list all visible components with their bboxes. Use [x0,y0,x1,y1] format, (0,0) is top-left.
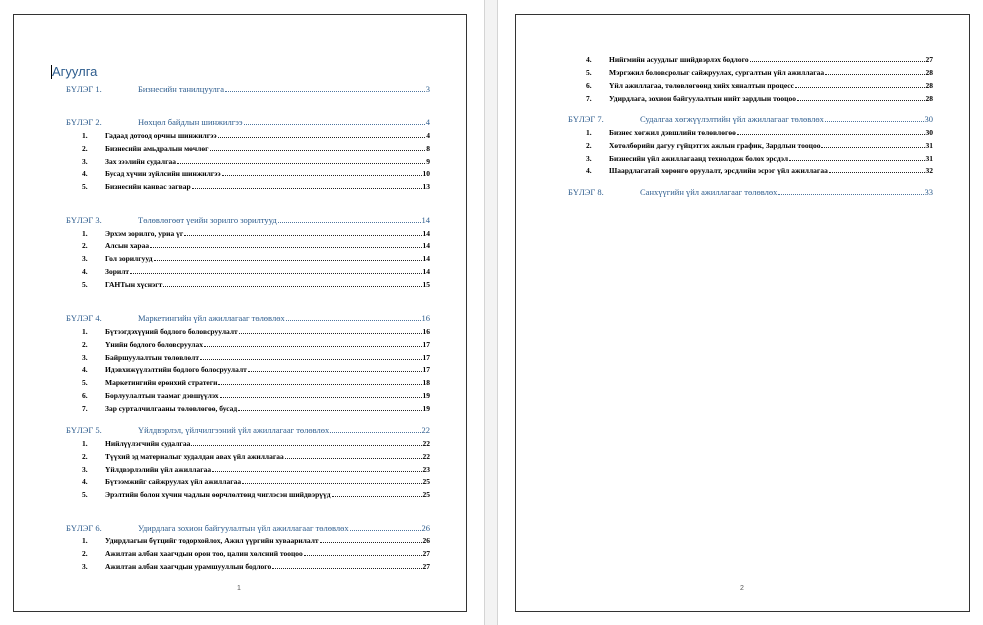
toc-dot-leader [330,425,420,433]
toc-entry-text: Ажилтан албан хаагчдын урамшууллын бодлого [105,562,272,571]
page-number: 1 [237,585,241,592]
toc-dot-leader [177,156,425,164]
toc-entry-number: 5. [82,378,88,387]
toc-dot-leader [332,489,422,497]
toc-dot-leader [821,140,924,148]
toc-entry-text: Судалгаа хөгжүүлэлтийн үйл ажиллагааг төлөвлөх [640,114,824,124]
toc-dot-leader [829,165,925,173]
toc-entry-number: 1. [82,131,88,140]
toc-entry-number: 5. [82,490,88,499]
toc-dot-leader [210,143,426,151]
toc-dot-leader [795,80,925,88]
toc-entry-number: 2. [82,340,88,349]
toc-entry-text: Гол зорилгууд [105,254,153,263]
toc-entry-number: 1. [82,229,88,238]
toc-entry-page: 32 [925,166,933,175]
toc-chapter-entry[interactable] [568,187,933,198]
toc-item-entry[interactable] [82,438,430,449]
toc-entry-page: 22 [422,439,430,448]
toc-item-entry[interactable] [82,377,430,388]
toc-entry-page: 10 [422,169,430,178]
toc-entry-page: 28 [925,68,933,77]
toc-entry-page: 22 [422,452,430,461]
toc-entry-text: Бусад хүчин зүйлсийн шинжилгээ [105,169,221,178]
toc-chapter-entry[interactable] [66,215,430,226]
toc-entry-text: Шаардлагатай хөрөнгө оруулалт, эрсдлийн эсрэг үйл ажиллагаа [609,166,828,175]
toc-entry-number: 3. [586,154,592,163]
page-number: 2 [740,585,744,592]
toc-entry-page: 8 [426,144,430,153]
toc-item-entry[interactable] [82,143,430,154]
toc-entry-page: 23 [422,465,430,474]
toc-entry-number: 7. [586,94,592,103]
toc-entry-page: 9 [426,157,430,166]
toc-entry-text: Алсын хараа [105,241,150,250]
toc-entry-number: 2. [82,549,88,558]
toc-dot-leader [797,93,924,101]
page-gap [484,0,498,625]
document-page-1[interactable] [13,14,467,612]
toc-item-entry[interactable] [82,326,430,337]
toc-item-entry[interactable] [82,253,430,264]
toc-dot-leader [304,548,422,556]
toc-entry-page: 26 [421,523,430,533]
toc-entry-page: 17 [422,365,430,374]
toc-entry-page: 30 [924,114,933,124]
toc-entry-text: Гадаад дотоод орчны шинжилгээ [105,131,217,140]
toc-dot-leader [350,523,421,531]
toc-entry-text: Идэвхижүүлэлтийн бодлого болосруулалт [105,365,247,374]
toc-entry-text: Зорилт [105,267,130,276]
toc-entry-text: Зар сурталчилгааны төлөвлөгөө, бусад [105,404,238,413]
toc-item-entry[interactable] [586,127,933,138]
toc-entry-number: 1. [82,327,88,336]
toc-title: Агуулга [52,64,98,79]
toc-entry-text: Бизнесийн танилцуулга [138,84,224,94]
toc-entry-number: 5. [82,280,88,289]
toc-item-entry[interactable] [82,279,430,290]
toc-item-entry[interactable] [82,240,430,251]
toc-item-entry[interactable] [586,67,933,78]
toc-dot-leader [163,279,421,287]
toc-entry-text: Бүтээгдэхүүний бодлого боловсруулалт [105,327,238,336]
toc-entry-text: Байршуулалтын төлөвлөлт [105,353,200,362]
toc-chapter-entry[interactable] [568,114,933,125]
toc-entry-number: 3. [82,254,88,263]
toc-entry-number: 3. [82,157,88,166]
toc-entry-page: 14 [421,215,430,225]
toc-entry-page: 31 [925,154,933,163]
toc-dot-leader [278,215,421,223]
toc-entry-number: 1. [586,128,592,137]
toc-entry-page: 25 [422,477,430,486]
toc-entry-number: БҮЛЭГ 8. [568,187,604,197]
toc-entry-text: Үйлдвэрлэл, үйлчилгээний үйл ажиллагааг төлөвлөх [138,425,330,435]
toc-entry-number: 3. [82,562,88,571]
toc-entry-text: Борлуулалтын таамаг дэвшүүлэх [105,391,219,400]
toc-item-entry[interactable] [82,390,430,401]
toc-entry-page: 17 [422,353,430,362]
toc-entry-page: 16 [422,327,430,336]
toc-entry-text: Үйлдвэрлэлийн үйл ажиллагаа [105,465,212,474]
toc-entry-number: 7. [82,404,88,413]
toc-entry-text: Санхүүгийн үйл ажиллагааг төлөвлөх [640,187,778,197]
toc-entry-text: Үйл ажиллагаа, төлөвлөгөөнд хийх хяналтын процесс [609,81,794,90]
toc-entry-number: 6. [586,81,592,90]
toc-dot-leader [320,535,422,543]
toc-entry-number: 4. [82,477,88,486]
toc-entry-number: 6. [82,391,88,400]
toc-item-entry[interactable] [586,153,933,164]
toc-item-entry[interactable] [586,93,933,104]
toc-entry-number: 2. [82,241,88,250]
toc-chapter-entry[interactable] [66,523,430,534]
toc-entry-page: 31 [925,141,933,150]
toc-entry-text: Зах зээлийн судалгаа [105,157,176,166]
toc-entry-page: 33 [924,187,933,197]
toc-entry-text: Түүхий эд материалыг худалдан авах үйл ажиллагаа [105,452,284,461]
toc-chapter-entry[interactable] [66,117,430,128]
toc-entry-text: Бүтээмжийг сайжруулах үйл ажиллагаа [105,477,242,486]
toc-item-entry[interactable] [586,80,933,91]
toc-entry-number: БҮЛЭГ 3. [66,215,102,225]
toc-entry-page: 30 [925,128,933,137]
toc-dot-leader [272,561,421,569]
toc-entry-text: Эрэлтийн болон хүчин чадлын өөрчлөлтөнд чиглэсэн шийдвэрүүд [105,490,331,499]
toc-item-entry[interactable] [586,54,933,65]
toc-entry-number: 2. [82,452,88,461]
toc-dot-leader [220,390,422,398]
toc-entry-number: 4. [82,365,88,374]
toc-entry-number: 3. [82,465,88,474]
toc-item-entry[interactable] [82,451,430,462]
toc-item-entry[interactable] [586,140,933,151]
toc-entry-page: 19 [422,391,430,400]
toc-entry-text: Бизнесийн амьдралын мөчлөг [105,144,209,153]
toc-entry-page: 28 [925,94,933,103]
toc-item-entry[interactable] [82,228,430,239]
toc-item-entry[interactable] [82,266,430,277]
toc-entry-text: Маркетингийн үйл ажиллагааг төлөвлөх [138,313,285,323]
toc-item-entry[interactable] [82,403,430,414]
toc-entry-number: 3. [82,353,88,362]
toc-dot-leader [244,117,425,125]
toc-dot-leader [191,438,421,446]
toc-dot-leader [218,130,426,138]
toc-entry-number: 5. [586,68,592,77]
toc-entry-page: 13 [422,182,430,191]
toc-item-entry[interactable] [82,489,430,500]
toc-entry-text: Удирдлагын бүтцийг тодорхойлох, Ажил үүргийн хуваарилалт [105,536,319,545]
toc-chapter-entry[interactable] [66,84,430,95]
toc-chapter-entry[interactable] [66,313,430,324]
toc-entry-page: 26 [422,536,430,545]
toc-dot-leader [130,266,421,274]
toc-entry-page: 16 [421,313,430,323]
toc-item-entry[interactable] [82,352,430,363]
toc-item-entry[interactable] [82,464,430,475]
toc-entry-number: 1. [82,536,88,545]
toc-item-entry[interactable] [82,181,430,192]
toc-entry-page: 3 [425,84,430,94]
toc-entry-text: Нийгмийн асуудлыг шийдвэрлэх бодлого [609,55,749,64]
toc-entry-text: Ажилтан албан хаагчдын орон тоо, цалин хөлсний тооцоо [105,549,303,558]
toc-dot-leader [225,84,425,92]
toc-entry-text: Бизнесийн канвас загвар [105,182,191,191]
toc-entry-number: 5. [82,182,88,191]
toc-entry-text: Бизнесийн үйл ажиллагаанд технолдож болох эрсдэл [609,154,789,163]
toc-entry-number: БҮЛЭГ 1. [66,84,102,94]
toc-item-entry[interactable] [82,130,430,141]
toc-entry-page: 14 [422,254,430,263]
toc-dot-leader [238,403,421,411]
toc-entry-page: 14 [422,241,430,250]
toc-dot-leader [184,228,421,236]
toc-entry-text: Маркетингийн ерөнхий стратеги [105,378,218,387]
toc-entry-number: БҮЛЭГ 4. [66,313,102,323]
toc-entry-page: 27 [422,549,430,558]
toc-dot-leader [154,253,422,261]
toc-entry-number: БҮЛЭГ 6. [66,523,102,533]
toc-dot-leader [204,339,422,347]
toc-entry-number: БҮЛЭГ 5. [66,425,102,435]
toc-entry-number: БҮЛЭГ 2. [66,117,102,127]
toc-dot-leader [200,352,421,360]
toc-dot-leader [242,476,421,484]
toc-entry-page: 25 [422,490,430,499]
toc-entry-page: 27 [925,55,933,64]
toc-entry-text: Удирдлага, зохион байгуулалтын нийт зардлын тооцоо [609,94,797,103]
toc-entry-number: БҮЛЭГ 7. [568,114,604,124]
toc-dot-leader [737,127,925,135]
toc-dot-leader [286,313,421,321]
toc-entry-number: 2. [586,141,592,150]
toc-entry-text: Эрхэм зорилго, уриа үг [105,229,184,238]
toc-item-entry[interactable] [82,339,430,350]
toc-dot-leader [778,187,923,195]
toc-entry-text: Нийлүүлэгчийн судалгаа [105,439,191,448]
toc-entry-text: Нөхцөл байдлын шинжилгээ [138,117,243,127]
toc-entry-text: Үнийн бодлого боловсруулах [105,340,203,349]
toc-entry-page: 4 [425,117,430,127]
toc-entry-page: 22 [421,425,430,435]
toc-entry-page: 4 [426,131,430,140]
toc-dot-leader [222,168,422,176]
toc-dot-leader [750,54,925,62]
toc-dot-leader [789,153,924,161]
toc-dot-leader [212,464,421,472]
toc-item-entry[interactable] [82,561,430,572]
toc-entry-number: 4. [586,166,592,175]
toc-dot-leader [192,181,422,189]
toc-item-entry[interactable] [82,364,430,375]
toc-entry-text: Мэргэжил боловсролыг сайжруулах, сургалтын үйл ажиллагаа [609,68,825,77]
toc-item-entry[interactable] [82,156,430,167]
toc-item-entry[interactable] [82,168,430,179]
toc-entry-page: 18 [422,378,430,387]
toc-dot-leader [218,377,421,385]
toc-dot-leader [150,240,421,248]
toc-entry-text: ГАНТын хүснэгт [105,280,163,289]
toc-chapter-entry[interactable] [66,425,430,436]
toc-entry-page: 14 [422,267,430,276]
toc-dot-leader [248,364,422,372]
toc-entry-text: Бизнес хөгжил дэвшлийн төлөвлөгөө [609,128,736,137]
document-page-2[interactable] [515,14,970,612]
toc-entry-page: 27 [422,562,430,571]
toc-entry-number: 4. [586,55,592,64]
toc-entry-text: Удирдлага зохион байгуулалтын үйл ажиллагааг төлөвлөх [138,523,349,533]
toc-entry-page: 17 [422,340,430,349]
toc-entry-number: 4. [82,267,88,276]
toc-entry-page: 28 [925,81,933,90]
toc-entry-text: Төлөвлөгөөт үеийн зорилго зорилтууд [138,215,277,225]
toc-entry-text: Хөтөлбөрийн дагуу гүйцэтгэх ажлын график, Зардлын тооцоо [609,141,821,150]
toc-dot-leader [285,451,422,459]
toc-dot-leader [825,114,924,122]
toc-item-entry[interactable] [82,535,430,546]
toc-dot-leader [239,326,422,334]
toc-entry-page: 15 [422,280,430,289]
toc-entry-number: 4. [82,169,88,178]
toc-entry-page: 19 [422,404,430,413]
toc-dot-leader [825,67,924,75]
toc-entry-page: 14 [422,229,430,238]
toc-entry-number: 2. [82,144,88,153]
toc-entry-number: 1. [82,439,88,448]
toc-item-entry[interactable] [82,476,430,487]
toc-item-entry[interactable] [82,548,430,559]
toc-item-entry[interactable] [586,165,933,176]
